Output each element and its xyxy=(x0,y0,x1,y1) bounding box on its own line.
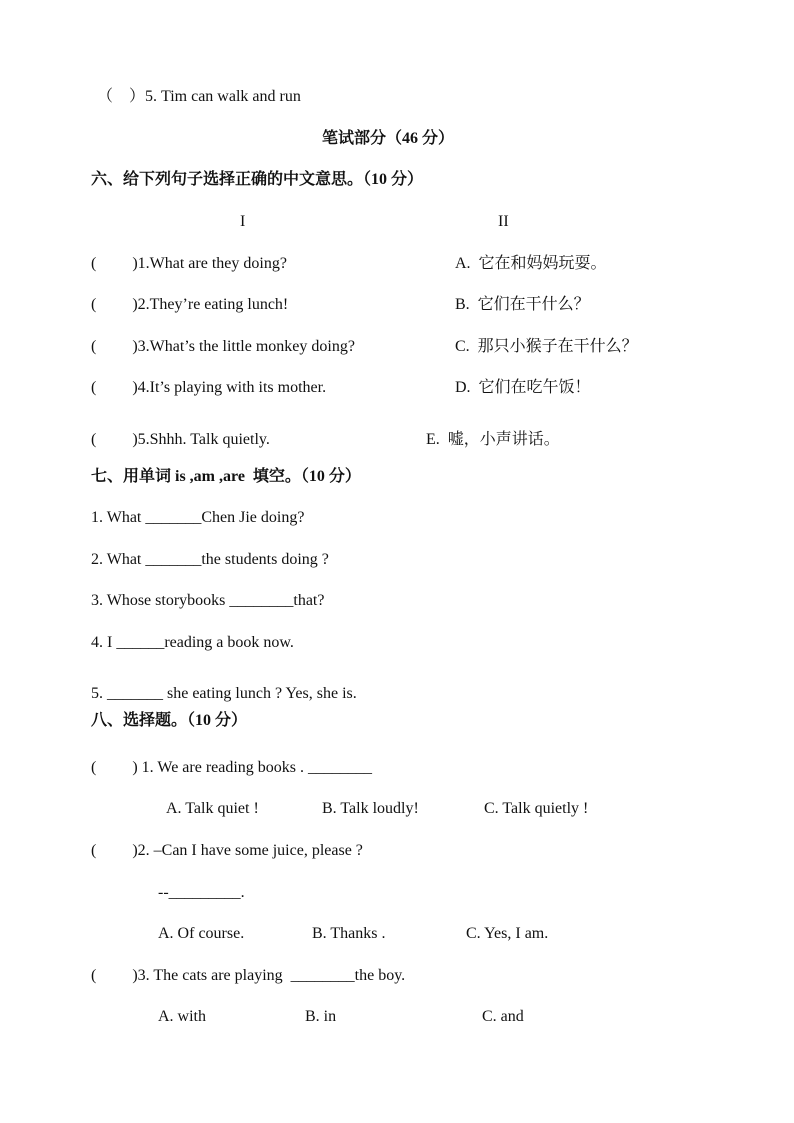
match-question-1: ( )1.What are they doing? xyxy=(91,255,287,272)
choice-2-option-b: B. Thanks . xyxy=(312,925,386,942)
choice-3-option-c: C. and xyxy=(482,1008,524,1025)
choice-question-1: ( ) 1. We are reading books . ________ xyxy=(91,759,373,776)
section-7-title: 七、用单词 is ,am ,are 填空。（10 分） xyxy=(91,468,361,485)
column-header-ii: II xyxy=(498,213,509,230)
choice-1-option-a: A. Talk quiet ! xyxy=(166,800,259,817)
choice-2-option-a: A. Of course. xyxy=(158,925,245,942)
match-answer-d: D. 它们在吃午饭！ xyxy=(455,379,591,396)
match-answer-b: B. 它们在干什么？ xyxy=(455,296,590,313)
choice-3-option-b: B. in xyxy=(305,1008,337,1025)
choice-1-option-c: C. Talk quietly ! xyxy=(484,800,589,817)
written-part-title: 笔试部分（46 分） xyxy=(322,130,455,147)
fill-item-4: 4. I ______reading a book now. xyxy=(91,634,294,651)
section-6-title: 六、给下列句子选择正确的中文意思。（10 分） xyxy=(91,171,424,188)
choice-1-option-b: B. Talk loudly! xyxy=(322,800,419,817)
section-8-title: 八、选择题。（10 分） xyxy=(91,712,248,729)
fill-item-2: 2. What _______the students doing ? xyxy=(91,551,329,568)
match-answer-e: E. 嘘，小声讲话。 xyxy=(426,431,560,448)
fill-item-5: 5. _______ she eating lunch ? Yes, she is. xyxy=(91,685,357,702)
match-question-5: ( )5.Shhh. Talk quietly. xyxy=(91,431,270,448)
match-answer-c: C. 那只小猴子在干什么？ xyxy=(455,338,638,355)
choice-2-option-c: C. Yes, I am. xyxy=(466,925,549,942)
match-question-3: ( )3.What’s the little monkey doing? xyxy=(91,338,355,355)
match-question-2: ( )2.They’re eating lunch! xyxy=(91,296,289,313)
choice-question-2: ( )2. –Can I have some juice, please ? xyxy=(91,842,363,859)
column-header-i: I xyxy=(240,213,246,230)
fill-item-3: 3. Whose storybooks ________that? xyxy=(91,592,325,609)
prev-item-5: （ ）5. Tim can walk and run xyxy=(97,88,301,105)
match-question-4: ( )4.It’s playing with its mother. xyxy=(91,379,327,396)
choice-question-3: ( )3. The cats are playing ________the boy. xyxy=(91,967,406,984)
match-answer-a: A. 它在和妈妈玩耍。 xyxy=(455,255,607,272)
fill-item-1: 1. What _______Chen Jie doing? xyxy=(91,509,305,526)
choice-3-option-a: A. with xyxy=(158,1008,206,1025)
choice-2-answer-blank: --_________. xyxy=(158,884,245,901)
